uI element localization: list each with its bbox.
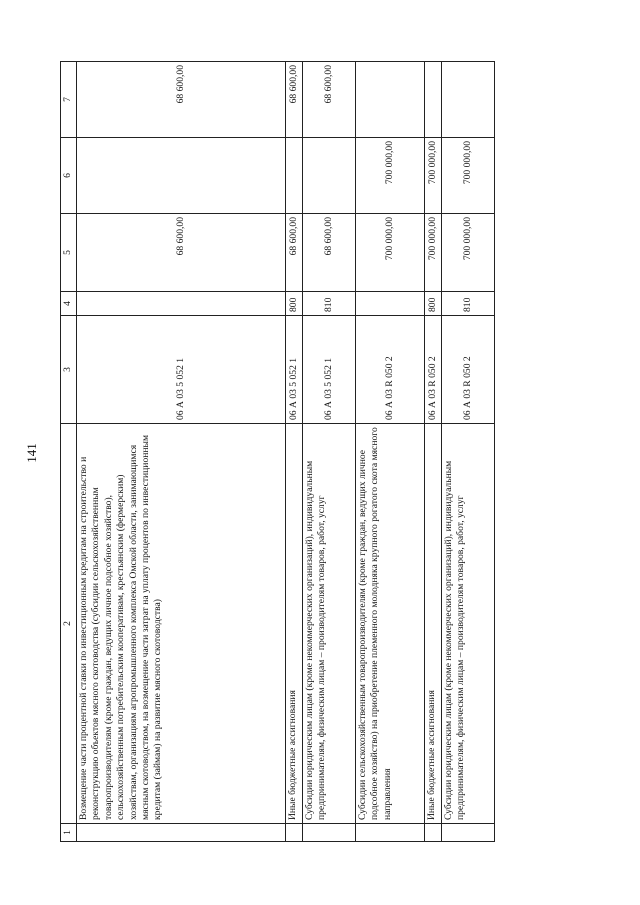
item-name-cell: Субсидии сельскохозяйственным товаропроизводителям (кроме граждан, ведущих личное подсобное хозяйство) на приобретение племенного молодняка крупного рогатого скота мясного направления — [356, 424, 425, 824]
amount-col7-cell: 68 600,00 — [77, 62, 286, 138]
header-cell: 2 — [61, 424, 77, 824]
row-number-cell — [303, 824, 356, 842]
table-row — [425, 62, 442, 842]
row-number-cell — [425, 824, 442, 842]
page-number: 141 — [24, 443, 39, 463]
budget-code-cell: 06 А 03 5 052 1 — [77, 316, 286, 424]
rotated-page-content — [60, 62, 498, 842]
item-name-cell: Возмещение части процентной ставки по инвестиционным кредитам на строительство и реконструкцию объектов мясного скотоводства (субсидии сельскохозяйственным товаропроизводителям (кроме граждан, ведущих личное подсобное хозяйство), сельскохозяйственным потребительским кооперативам, крестьянским (фермерским) хозяйствам, организациям агропромышленного комплекса Омской области, занимающимся мясным скотоводством, на возмещение части затрат на уплату процентов по инвестиционным кредитам (займам) на развитие мясного скотоводства) — [77, 424, 286, 824]
budget-table — [60, 61, 495, 842]
header-cell: 1 — [61, 824, 77, 842]
row-number-cell — [442, 824, 495, 842]
table-header-row — [61, 62, 77, 842]
table-row — [286, 62, 303, 842]
amount-col5-cell: 700 000,00 — [425, 214, 442, 292]
budget-code-cell: 06 А 03 5 052 1 — [303, 316, 356, 424]
budget-code-cell: 06 А 03 R 050 2 — [442, 316, 495, 424]
table-row — [77, 62, 286, 842]
budget-code-cell: 06 А 03 5 052 1 — [286, 316, 303, 424]
expense-type-cell — [356, 292, 425, 316]
amount-col6-cell: 700 000,00 — [356, 138, 425, 214]
expense-type-cell: 800 — [425, 292, 442, 316]
row-number-cell — [286, 824, 303, 842]
expense-type-cell: 810 — [442, 292, 495, 316]
item-name-cell: Иные бюджетные ассигнования — [425, 424, 442, 824]
amount-col5-cell: 68 600,00 — [77, 214, 286, 292]
budget-code-cell: 06 А 03 R 050 2 — [425, 316, 442, 424]
amount-col7-cell: 68 600,00 — [303, 62, 356, 138]
budget-code-cell: 06 А 03 R 050 2 — [356, 316, 425, 424]
table-row — [356, 62, 425, 842]
header-cell: 5 — [61, 214, 77, 292]
amount-col7-cell — [356, 62, 425, 138]
header-cell: 3 — [61, 316, 77, 424]
header-cell: 6 — [61, 138, 77, 214]
item-name-cell: Иные бюджетные ассигнования — [286, 424, 303, 824]
expense-type-cell: 800 — [286, 292, 303, 316]
amount-col6-cell: 700 000,00 — [442, 138, 495, 214]
header-cell: 7 — [61, 62, 77, 138]
header-cell: 4 — [61, 292, 77, 316]
amount-col6-cell — [286, 138, 303, 214]
amount-col7-cell — [425, 62, 442, 138]
amount-col5-cell: 68 600,00 — [303, 214, 356, 292]
item-name-cell: Субсидии юридическим лицам (кроме некоммерческих организаций), индивидуальным предпринимателям, физическим лицам – производителям товаров, работ, услуг — [303, 424, 356, 824]
amount-col7-cell — [442, 62, 495, 138]
amount-col7-cell: 68 600,00 — [286, 62, 303, 138]
expense-type-cell — [77, 292, 286, 316]
table-row — [442, 62, 495, 842]
row-number-cell — [356, 824, 425, 842]
amount-col5-cell: 700 000,00 — [442, 214, 495, 292]
table-row — [303, 62, 356, 842]
item-name-cell: Субсидии юридическим лицам (кроме некоммерческих организаций), индивидуальным предпринимателям, физическим лицам – производителям товаров, работ, услуг — [442, 424, 495, 824]
expense-type-cell: 810 — [303, 292, 356, 316]
amount-col5-cell: 68 600,00 — [286, 214, 303, 292]
amount-col6-cell — [303, 138, 356, 214]
amount-col6-cell — [77, 138, 286, 214]
amount-col5-cell: 700 000,00 — [356, 214, 425, 292]
row-number-cell — [77, 824, 286, 842]
amount-col6-cell: 700 000,00 — [425, 138, 442, 214]
